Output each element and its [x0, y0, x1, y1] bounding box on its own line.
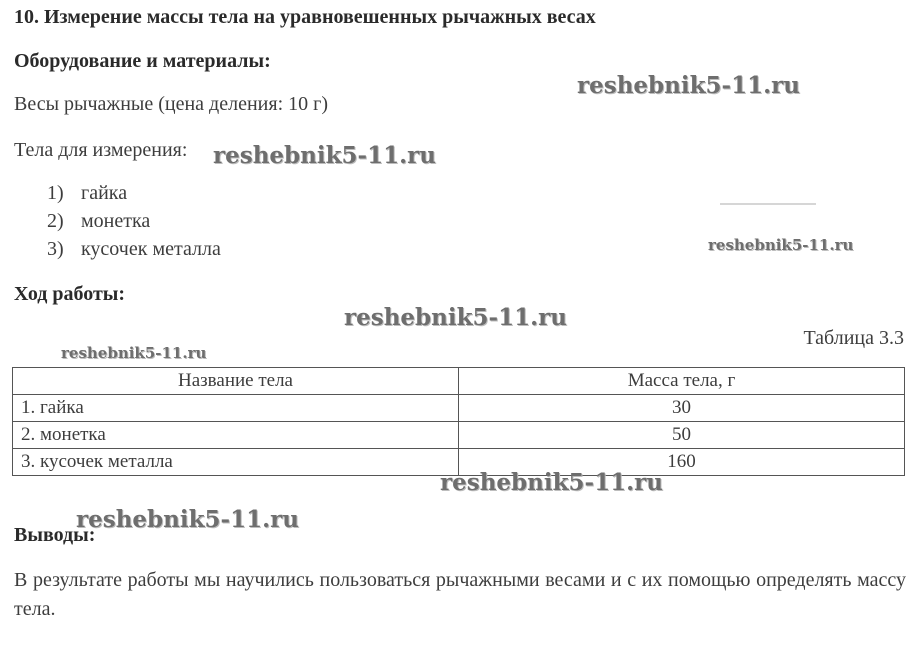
list-item-label: кусочек металла — [81, 238, 221, 260]
bodies-label: Тела для измерения: — [14, 139, 188, 161]
watermark: reshebnik5-11.ru — [344, 304, 567, 331]
cell-name: 3. кусочек металла — [13, 449, 459, 476]
table-row — [13, 422, 905, 449]
list-item — [47, 210, 150, 233]
watermark: reshebnik5-11.ru — [708, 236, 854, 254]
watermark: reshebnik5-11.ru — [440, 469, 663, 496]
page-title: 10. Измерение массы тела на уравновешенных рычажных весах — [14, 6, 596, 28]
results-table — [12, 367, 905, 476]
table-caption: Таблица 3.3 — [803, 327, 904, 349]
faint-divider — [720, 203, 816, 205]
watermark: reshebnik5-11.ru — [61, 344, 207, 362]
cell-mass: 50 — [459, 422, 905, 449]
cell-mass: 160 — [459, 449, 905, 476]
list-item — [47, 182, 127, 205]
list-item-number: 2) — [47, 210, 64, 232]
conclusions-heading: Выводы: — [14, 524, 96, 546]
list-item-label: гайка — [81, 182, 128, 204]
table-row — [13, 395, 905, 422]
cell-name: 2. монетка — [13, 422, 459, 449]
watermark: reshebnik5-11.ru — [76, 506, 299, 533]
list-item-label: монетка — [81, 210, 151, 232]
cell-mass: 30 — [459, 395, 905, 422]
list-item-number: 1) — [47, 182, 64, 204]
watermark: reshebnik5-11.ru — [577, 72, 800, 99]
column-header-name: Название тела — [13, 368, 459, 395]
table-header-row — [13, 368, 905, 395]
procedure-heading: Ход работы: — [14, 283, 126, 305]
column-header-mass: Масса тела, г — [459, 368, 905, 395]
watermark: reshebnik5-11.ru — [213, 142, 436, 169]
equipment-heading: Оборудование и материалы: — [14, 50, 271, 72]
list-item-number: 3) — [47, 238, 64, 260]
list-item — [47, 238, 221, 261]
scales-description: Весы рычажные (цена деления: 10 г) — [14, 93, 328, 115]
conclusions-text: В результате работы мы научились пользоваться рычажными весами и с их помощью определять массу тела. — [14, 569, 906, 620]
cell-name: 1. гайка — [13, 395, 459, 422]
